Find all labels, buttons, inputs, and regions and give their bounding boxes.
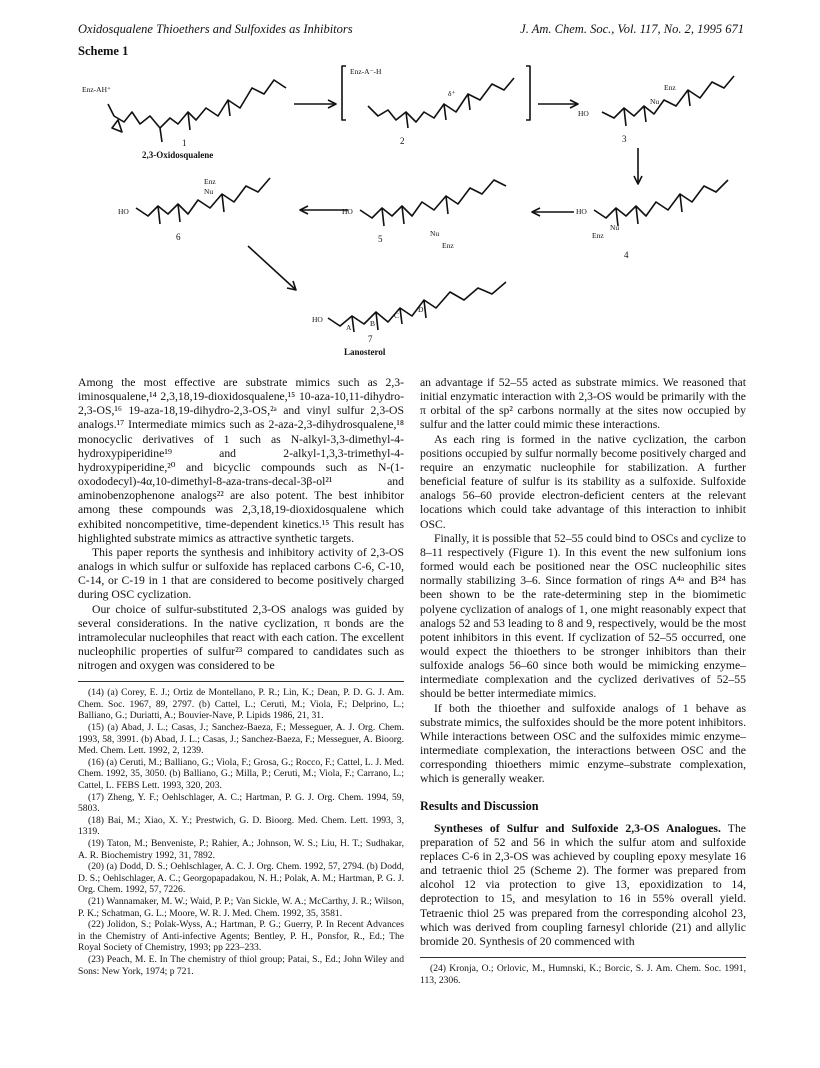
right-column: [420, 376, 746, 986]
label-delta-plus: δ⁺: [448, 89, 456, 98]
label-ring-d: D: [418, 305, 424, 314]
running-head-title: Oxidosqualene Thioethers and Sulfoxides as Inhibitors: [78, 22, 353, 36]
right-paragraph-4: If both the thioether and sulfoxide analogs of 1 behave as substrate mimics, the sulfoxides should be the more potent inhibitors. While interactions between OSC and the sulfoxides mimic enzyme–intermediate complexation, the interactions between OSC and the corresponding thioethers mimic enzyme–substrate complexation, which is generally weaker.: [420, 701, 746, 786]
footnote-reference-24: [420, 957, 746, 986]
label-num-7: 7: [368, 334, 373, 344]
reference-19: (19) Taton, M.; Benveniste, P.; Rahier, A.; Johnson, W. S.; Liu, H. T.; Sudhakar, A. R. Biochemistry 1992, 31, 7892.: [78, 838, 404, 861]
label-nu-3: Nu: [650, 97, 660, 106]
label-ho-4: HO: [576, 207, 587, 216]
label-enz-4: Enz: [592, 231, 604, 240]
right-paragraph-1: an advantage if 52–55 acted as substrate mimics. We reasoned that initial enzymatic interaction with 2,3-OS would be primarily with the π orbital of the sp² carbons normally at the sites now occupied by sulfur and the latter could mimic these interactions.: [420, 376, 746, 432]
reference-14: (14) (a) Corey, E. J.; Ortiz de Montellano, P. R.; Lin, K.; Dean, P. D. G. J. Am. Chem. Soc. 1967, 89, 2797. (b) Cattel, L.; Ceruti, M.; Viola, F.; Delprino, L.; Balliano, G.; Duriatti, A.; Bouvier-Nave, P. Lipids 1986, 21, 31.: [78, 687, 404, 722]
right-paragraph-5: [420, 822, 746, 949]
reference-16: (16) (a) Ceruti, M.; Balliano, G.; Viola, F.; Grosa, G.; Rocco, F.; Cattel, L. J. Med. Chem. 1992, 35, 3050. (b) Balliano, G.; Milla, P.; Ceruti, M.; Viola, F.; Carrano, L.; Cattel, L. FEBS Lett. 1993, 320, 203.: [78, 756, 404, 792]
structure-6: [136, 178, 270, 224]
label-enz-5: Enz: [442, 241, 454, 250]
arrow-6-to-7: [248, 246, 296, 290]
left-paragraph-2: This paper reports the synthesis and inhibitory activity of 2,3-OS analogs in which sulfur or sulfoxide has replaced carbons C-6, C-10, C-14, or C-19 in 1 that are considered to become positively charged during OSC cyclization.: [78, 545, 404, 602]
label-enz-6: Enz: [204, 177, 216, 186]
footnote-references: [78, 681, 404, 977]
reference-22: (22) Jolidon, S.; Polak-Wyss, A.; Hartman, P. G.; Guerry, P. In Recent Advances in the Chemistry of Anti-infective Agents; Bentley, P. H., Ponsfor, R., Ed.; The Royal Society of Chemistry, 1993; pp 223–233.: [78, 919, 404, 954]
label-ho-6: HO: [118, 207, 129, 216]
reference-21: (21) Wannamaker, M. W.; Waid, P. P.; Van Sickle, W. A.; McCarthy, J. R.; Wilson, P. K.; Schatman, G. L.; Moore, W. R. J. Med. Chem. 1992, 35, 3581.: [78, 895, 404, 919]
label-num-2: 2: [400, 136, 405, 146]
label-ring-c: C: [394, 311, 400, 320]
label-ho-5: HO: [342, 207, 353, 216]
label-ho-3: HO: [578, 109, 589, 118]
label-name-7: Lanosterol: [344, 347, 386, 357]
structure-4: [594, 180, 728, 226]
label-ring-a: A: [346, 323, 352, 332]
scheme-title: Scheme 1: [78, 44, 129, 58]
reference-18: (18) Bai, M.; Xiao, X. Y.; Prestwich, G. D. Bioorg. Med. Chem. Lett. 1993, 3, 1319.: [78, 814, 404, 838]
structure-7: [328, 282, 506, 332]
reference-15: (15) (a) Abad, J. L.; Casas, J.; Sanchez-Baeza, F.; Messeguer, A. J. Org. Chem. 1993, 58, 3991. (b) Abad, J. L.; Casas, J.; Sanchez-Baeza, F.; Messeguer, A. Bioorg. Med. Chem. Lett. 1992, 2, 1239.: [78, 722, 404, 757]
scheme-1-diagram: [78, 60, 744, 364]
label-num-1: 1: [182, 138, 187, 148]
reference-23: (23) Peach, M. E. In The chemistry of thiol group; Patai, S., Ed.; John Wiley and Sons: New York, 1974; p 721.: [78, 953, 404, 977]
left-paragraph-3: Our choice of sulfur-substituted 2,3-OS analogs was guided by several considerations. In the native cyclization, π bonds are the intramolecular nucleophiles that react with each cation. The excellent nucleophilic properties of sulfur²³ compared to candidates such as nitrogen and oxygen was considered to be: [78, 602, 404, 673]
subsection-heading: Syntheses of Sulfur and Sulfoxide 2,3-OS Analogues.: [434, 821, 721, 835]
reference-17: (17) Zheng, Y. F.; Oehlschlager, A. C.; Hartman, P. G. J. Org. Chem. 1994, 59, 5803.: [78, 791, 404, 815]
right-paragraph-2: As each ring is formed in the native cyclization, the carbon positions occupied by sulfur normally become positively charged and require an enzymatic nucleophile for stabilization. A further beneficial feature of sulfur is its stability as a sulfoxide. Sulfoxide analogs 56–60 provide electron-deficient centers at the relevant locations which could take advantage of this interaction to inhibit OSC.: [420, 432, 746, 531]
structure-1: [108, 80, 286, 142]
left-column: [78, 376, 404, 977]
label-enz-a-h: Enz-A⁻-H: [350, 67, 382, 76]
running-head-citation: J. Am. Chem. Soc., Vol. 117, No. 2, 1995 671: [520, 22, 744, 36]
section-heading: Results and Discussion: [420, 798, 539, 813]
label-num-6: 6: [176, 232, 181, 242]
label-ho-7: HO: [312, 315, 323, 324]
label-nu-5: Nu: [430, 229, 440, 238]
label-nu-6: Nu: [204, 187, 214, 196]
label-nu-4: Nu: [610, 223, 620, 232]
label-enz-3: Enz: [664, 83, 676, 92]
label-name-1: 2,3-Oxidosqualene: [142, 150, 214, 160]
right-paragraph-5-text: The preparation of 52 and 56 in which the sulfur atom and sulfoxide replaces C-6 in 2,3-OS was achieved by coupling epoxy mesylate 16 and tetraenic thiol 25 (Scheme 2). The former was prepared from alcohol 12 via protection to give 13, epoxidization to 14, deprotection to 15, and mesylation to 16 in 55% overall yield. Tetraenic thiol 25 was prepared from the corresponding alcohol 23, which was derived from coupling farnesyl chloride (21) and allylic bromide 20. Synthesis of 20 commenced with: [420, 821, 746, 948]
label-ring-b: B: [370, 319, 376, 328]
running-head: [78, 22, 744, 40]
reference-24: (24) Kronja, O.; Orlovic, M., Humnski, K.; Borcic, S. J. Am. Chem. Soc. 1991, 113, 2306.: [420, 963, 746, 986]
label-enz-ah: Enz-AH⁺: [82, 85, 111, 94]
left-paragraph-1: Among the most effective are substrate mimics such as 2,3-iminosqualene,¹⁴ 2,3,18,19-dioxidosqualene,¹⁵ 10-aza-10,11-dihydro-2,3-OS,¹⁶ 19-aza-18,19-dihydro-2,3-OS,²ᵃ and vinyl sulfur 2,3-OS analogs.¹⁷ Intermediate mimics such as 2-aza-2,3-dihydrosqualene,¹⁸ monocyclic derivatives of 1 such as N-alkyl-3,3-dimethyl-4-hydroxypiperidine¹⁹ and 2-alkyl-1,3,3-trimethyl-4-hydroxypiperidine,²⁰ and bicyclic compounds such as N-(1-oxododecyl)-4α,10-dimethyl-8-aza-trans-decal-3β-ol²¹ and aminobenzophenone analogs²² are also potent. The best inhibitor among these compounds was 2,3,18,19-dioxidosqualene which exhibited noncompetitive, time-dependent kinetics.¹⁵ This result has highlighted substrate mimics as attractive synthetic targets.: [78, 376, 404, 545]
label-num-5: 5: [378, 234, 383, 244]
label-num-3: 3: [622, 134, 627, 144]
right-paragraph-3: Finally, it is possible that 52–55 could bind to OSCs and cyclize to 8–11 respectively (Figure 1). In this event the new sulfonium ions formed would each be positioned near the OSC nucleophilic sites normally stabilizing 3–6. Since formation of rings A⁴ᵃ and B²⁴ has been shown to be the rate-determining step in the biomimetic polyene cyclization of analogs of 1, one might reasonably expect that analogs 52 and 53 leading to 8 and 9, respectively, would be the most potent inhibitors in this event. If cyclization of 52–55 occurred, one would expect the thioethers to be stronger inhibitors than their sulfoxide analogs 56–60 since both would be mimicking enzyme–intermediate complexation and the cyclized derivatives of 52–55 should be better intermediate mimics.: [420, 531, 746, 701]
structure-5: [360, 180, 506, 226]
label-num-4: 4: [624, 250, 629, 260]
reference-20: (20) (a) Dodd, D. S.; Oehlschlager, A. C. J. Org. Chem. 1992, 57, 2794. (b) Dodd, D. S.; Oehlschlager, A. C.; Georgopapadakou, N. H.; Polak, A. M.; Hartman, P. G. J. Org. Chem. 1992, 57, 7226.: [78, 861, 404, 896]
